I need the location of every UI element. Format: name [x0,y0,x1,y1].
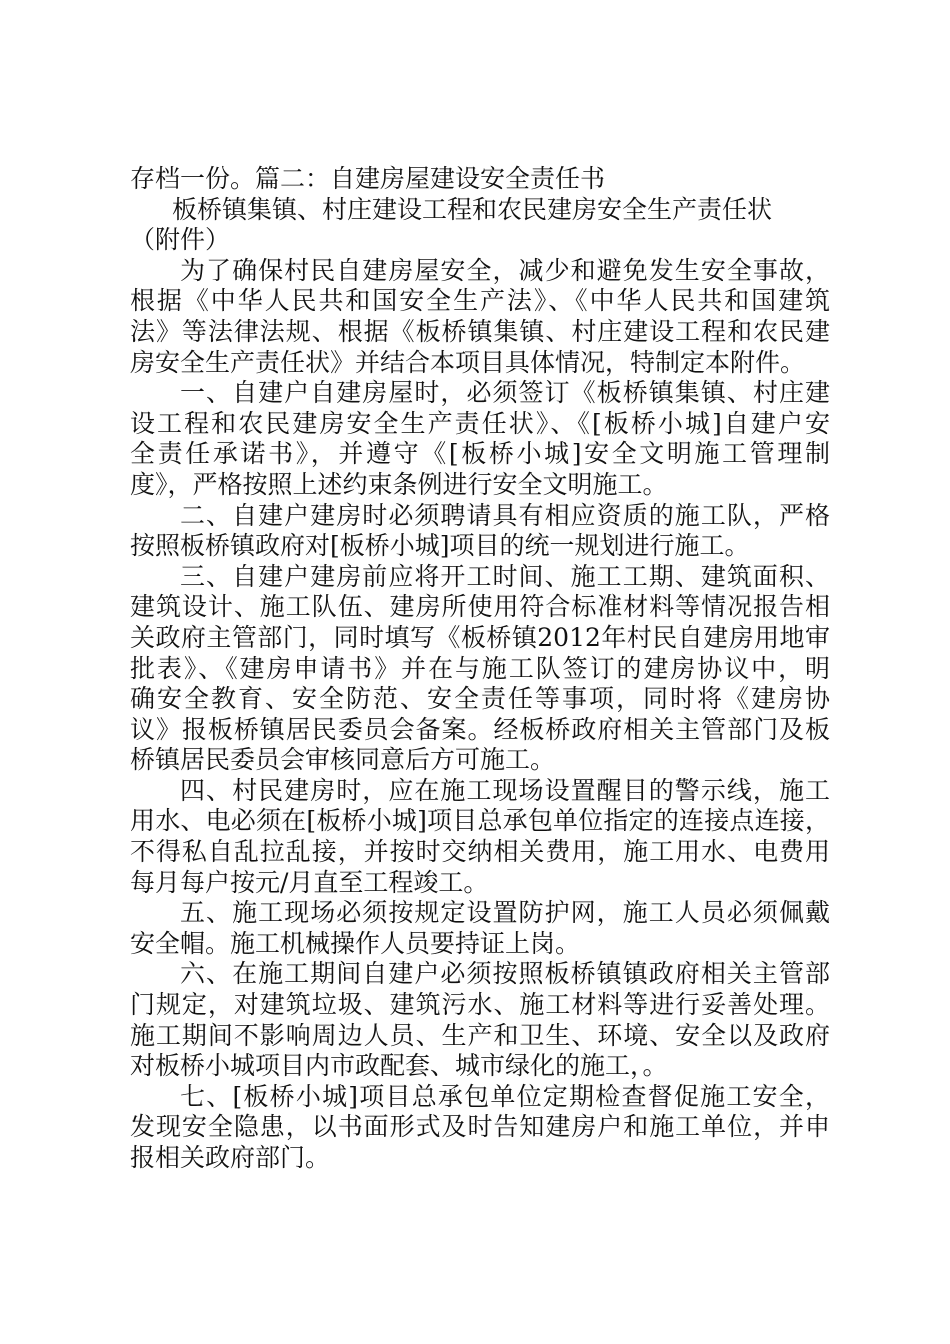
text-line: 关政府主管部门，同时填写《板桥镇2012年村民自建房用地审 [130,622,830,652]
text-line: 不得私自乱拉乱接，并按时交纳相关费用，施工用水、电费用 [130,837,830,867]
text-line: 二、自建户建房时必须聘请具有相应资质的施工队，严格 [180,500,830,530]
text-line: 法》等法律法规、根据《板桥镇集镇、村庄建设工程和农民建 [130,316,830,346]
text-line: 桥镇居民委员会审核同意后方可施工。 [130,745,556,775]
document-body [130,164,830,1174]
text-line: 报相关政府部门。 [130,1143,331,1172]
text-line: 批表》、《建房申请书》并在与施工队签订的建房协议中，明 [130,653,830,683]
text-line: 确安全教育、安全防范、安全责任等事项，同时将《建房协 [130,684,830,714]
text-line: 度》，严格按照上述约束条例进行安全文明施工。 [130,469,668,499]
text-line: 建筑设计、施工队伍、建房所使用符合标准材料等情况报告相 [130,592,830,622]
text-line: 三、自建户建房前应将开工时间、施工工期、建筑面积、 [180,561,830,591]
text-line: 对板桥小城项目内市政配套、城市绿化的施工，。 [130,1051,668,1081]
text-line: 用水、电必须在[板桥小城]项目总承包单位指定的连接点连接， [130,806,830,836]
text-line: （附件） [130,225,231,255]
text-line: 按照板桥镇政府对[板桥小城]项目的统一规划进行施工。 [130,531,750,561]
section-title: 板桥镇集镇、村庄建设工程和农民建房安全生产责任状 [172,194,773,224]
text-line: 门规定，对建筑垃圾、建筑污水、施工材料等进行妥善处理。 [130,990,830,1020]
text-line: 施工期间不影响周边人员、生产和卫生、环境、安全以及政府 [130,1020,830,1050]
text-line: 安全帽。施工机械操作人员要持证上岗。 [130,928,581,958]
text-line: 七、[板桥小城]项目总承包单位定期检查督促施工安全， [180,1081,830,1111]
text-line: 四、村民建房时，应在施工现场设置醒目的警示线，施工 [180,775,830,805]
text-line: 五、施工现场必须按规定设置防护网，施工人员必须佩戴 [180,898,830,928]
text-line: 全责任承诺书》，并遵守《[板桥小城]安全文明施工管理制 [130,439,830,469]
text-line: 设工程和农民建房安全生产责任状》、《[板桥小城]自建户安 [130,408,830,438]
text-line: 存档一份。篇二：自建房屋建设安全责任书 [130,164,606,193]
text-line: 议》报板桥镇居民委员会备案。经板桥政府相关主管部门及板 [130,714,830,744]
text-line: 一、自建户自建房屋时，必须签订《板桥镇集镇、村庄建 [180,378,830,408]
text-line: 为了确保村民自建房屋安全，减少和避免发生安全事故， [180,255,830,285]
text-line: 每月每户按元/月直至工程竣工。 [130,867,489,897]
text-line: 房安全生产责任状》并结合本项目具体情况，特制定本附件。 [130,347,806,377]
text-line: 六、在施工期间自建户必须按照板桥镇镇政府相关主管部 [180,959,830,989]
text-line: 根据《中华人民共和国安全生产法》、《中华人民共和国建筑 [130,286,830,316]
text-line: 发现安全隐患，以书面形式及时告知建房户和施工单位，并申 [130,1112,830,1142]
